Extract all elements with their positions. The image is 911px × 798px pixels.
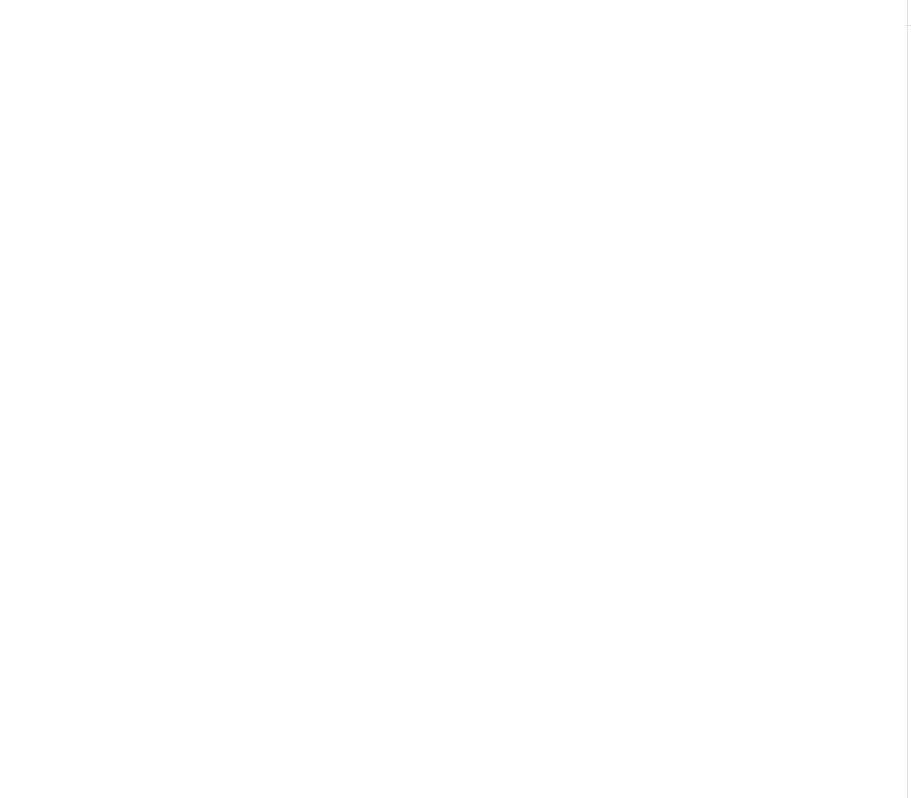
excel-gridline-vertical (907, 0, 908, 798)
schedule-table (3, 31, 905, 57)
page-title (3, 0, 905, 31)
excel-gridline-horizontal (905, 25, 911, 26)
header-row (3, 31, 905, 57)
sheet-left-edge (0, 0, 3, 798)
